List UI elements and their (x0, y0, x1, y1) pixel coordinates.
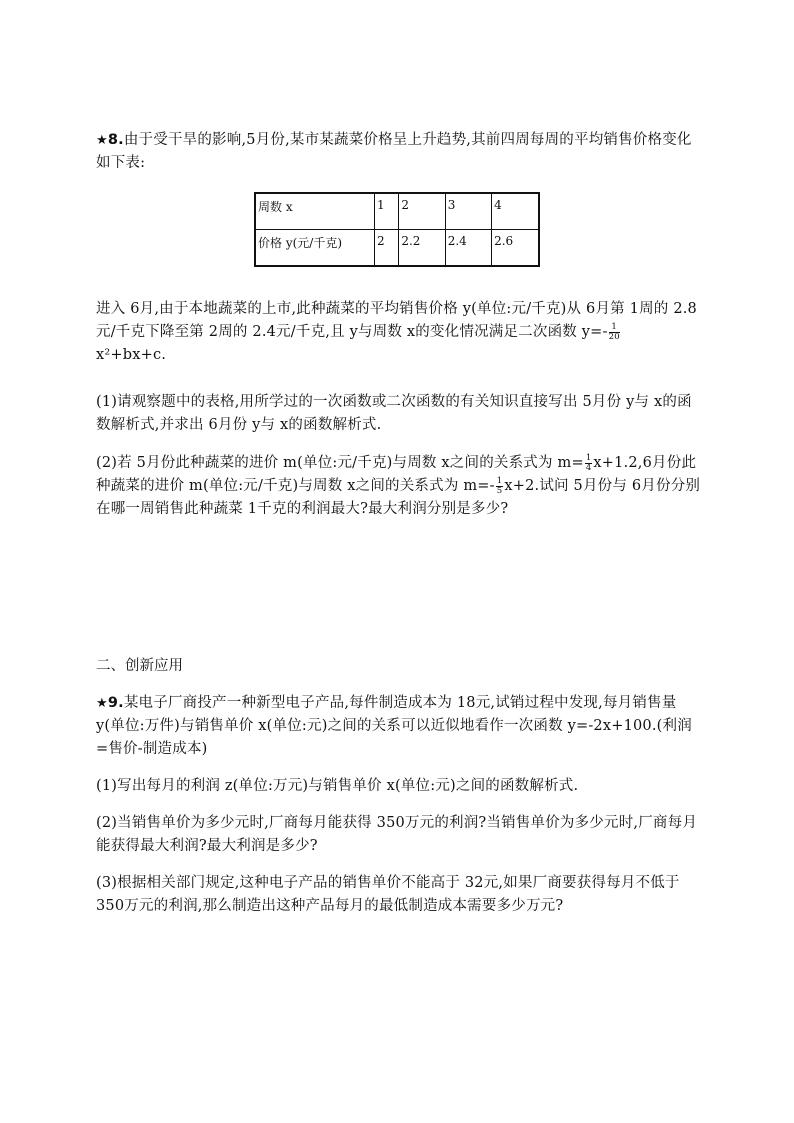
table-header-cell: 周数 x (255, 193, 375, 230)
fraction: $\frac{1}{20}$ (608, 321, 620, 342)
table-cell: 2.2 (399, 230, 445, 267)
fraction: $\frac{1}{4}$ (585, 452, 592, 473)
q8-subquestion-2: (2)若 5月份此种蔬菜的进价 m(单位:元/千克)与周数 x之间的关系式为 m= $\frac{1}{4}$ x+1.2,6月份此种蔬菜的进价 m(单位:元/千克)与周数 x之间的关系式为 m=- $\frac{1}{5}$ x+2.试问 5月份与 6月份分别在哪一周销售此种蔬菜 1千克的利润最大?最大利润分别是多少? (96, 452, 701, 517)
table-header-cell: 价格 y(元/千克) (255, 230, 375, 267)
q9-subquestion-2: (2)当销售单价为多少元时,厂商每月能获得 350万元的利润?当销售单价为多少元时,厂商每月能获得最大利润?最大利润是多少? (96, 815, 698, 854)
table-cell: 2 (399, 193, 445, 230)
q9-number: ★9. (96, 695, 124, 711)
q9-subquestion-1: (1)写出每月的利润 z(单位:万元)与销售单价 x(单位:元)之间的函数解析式. (96, 778, 579, 794)
table-cell: 4 (492, 193, 539, 230)
q8-subquestion-1: (1)请观察题中的表格,用所学过的一次函数或二次函数的有关知识直接写出 5月份 y与 x的函数解析式,并求出 6月份 y与 x的函数解析式. (96, 394, 692, 433)
table-cell: 1 (375, 193, 399, 230)
fraction: $\frac{1}{5}$ (496, 475, 503, 496)
star-icon: ★ (96, 133, 108, 148)
star-icon: ★ (96, 696, 108, 711)
q9-intro: ★9.某电子厂商投产一种新型电子产品,每件制造成本为 18元,试销过程中发现,每月销售量 y(单位:万件)与销售单价 x(单位:元)之间的关系可以近似地看作一次函数 y=-2x+100.(利润=售价-制造成本) (96, 695, 692, 757)
price-table (254, 192, 540, 267)
table-row (255, 193, 539, 230)
q8-june-paragraph: 进入 6月,由于本地蔬菜的上市,此种蔬菜的平均销售价格 y(单位:元/千克)从 6月第 1周的 2.8元/千克下降至第 2周的 2.4元/千克,且 y与周数 x的变化情况满足二次函数 y=- $\frac{1}{20}$ x²+bx+c. (96, 301, 697, 363)
q8-number: ★8. (96, 132, 124, 148)
table-cell: 2.4 (445, 230, 491, 267)
q9-subquestion-3: (3)根据相关部门规定,这种电子产品的销售单价不能高于 32元,如果厂商要获得每月不低于 350万元的利润,那么制造出这种产品每月的最低制造成本需要多少万元? (96, 875, 680, 914)
table-cell: 2.6 (492, 230, 539, 267)
section-title: 二、创新应用 (96, 658, 183, 674)
q8-intro: ★8.由于受干旱的影响,5月份,某市某蔬菜价格呈上升趋势,其前四周每周的平均销售价格变化如下表: (96, 132, 692, 171)
table-row (255, 230, 539, 267)
table-cell: 2 (375, 230, 399, 267)
table-cell: 3 (445, 193, 491, 230)
